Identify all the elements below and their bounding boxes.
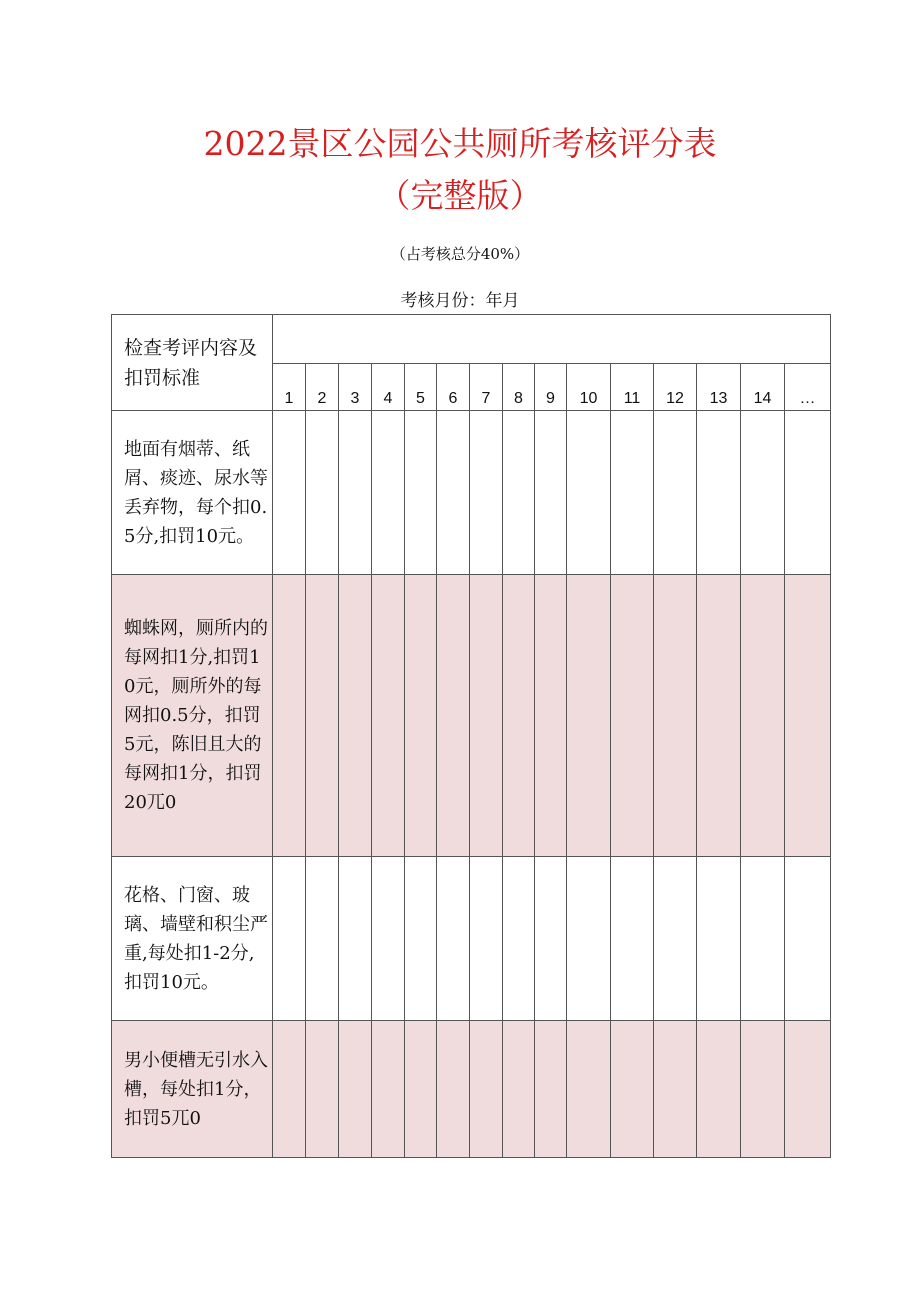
score-cell	[535, 575, 567, 857]
score-cell	[405, 1021, 437, 1158]
score-cell	[785, 1021, 831, 1158]
score-cell	[785, 411, 831, 575]
score-cell	[437, 575, 470, 857]
score-cell	[306, 1021, 339, 1158]
score-cell	[273, 411, 306, 575]
criterion-text: 蜘蛛网，厕所内的每网扣1分,扣罚10元，厕所外的每网扣0.5分，扣罚5元，陈旧且大的每网扣1分，扣罚20兀0	[112, 575, 273, 857]
criterion-row	[112, 411, 831, 575]
score-cell	[470, 575, 503, 857]
score-cell	[306, 575, 339, 857]
score-cell	[273, 1021, 306, 1158]
score-cell	[372, 411, 405, 575]
score-cell	[535, 1021, 567, 1158]
score-cell	[503, 575, 535, 857]
score-cell	[535, 857, 567, 1021]
score-cell	[697, 1021, 741, 1158]
score-ratio-note: （占考核总分40%）	[390, 245, 530, 263]
criterion-row	[112, 857, 831, 1021]
criterion-row	[112, 1021, 831, 1158]
day-number-cell: 7	[470, 364, 503, 411]
header-row-top	[112, 315, 831, 364]
score-cell	[405, 411, 437, 575]
score-cell	[470, 411, 503, 575]
score-cell	[339, 411, 372, 575]
header-blank-cell	[273, 315, 831, 364]
assessment-month-label: 考核月份：年月	[400, 291, 520, 311]
day-number-cell: …	[785, 364, 831, 411]
score-cell	[273, 857, 306, 1021]
score-cell	[654, 857, 697, 1021]
score-cell	[405, 857, 437, 1021]
score-cell	[372, 857, 405, 1021]
criteria-column-header: 检查考评内容及扣罚标准	[112, 315, 273, 411]
score-cell	[339, 575, 372, 857]
score-cell	[567, 411, 611, 575]
day-number-cell: 14	[741, 364, 785, 411]
score-cell	[306, 857, 339, 1021]
score-cell	[306, 411, 339, 575]
day-number-cell: 12	[654, 364, 697, 411]
score-cell	[339, 857, 372, 1021]
assessment-table	[111, 314, 831, 1158]
day-number-cell: 2	[306, 364, 339, 411]
score-cell	[741, 411, 785, 575]
score-cell	[372, 1021, 405, 1158]
score-cell	[437, 1021, 470, 1158]
score-cell	[470, 857, 503, 1021]
day-number-cell: 1	[273, 364, 306, 411]
score-cell	[470, 1021, 503, 1158]
score-cell	[611, 411, 654, 575]
day-number-cell: 3	[339, 364, 372, 411]
score-cell	[503, 857, 535, 1021]
criterion-text: 地面有烟蒂、纸屑、痰迹、尿水等丢弃物，每个扣0.5分,扣罚10元。	[112, 411, 273, 575]
page-subtitle: （完整版）	[377, 176, 543, 215]
score-cell	[697, 575, 741, 857]
score-cell	[567, 857, 611, 1021]
score-cell	[741, 575, 785, 857]
score-cell	[503, 1021, 535, 1158]
score-cell	[654, 411, 697, 575]
score-cell	[437, 411, 470, 575]
day-number-cell: 6	[437, 364, 470, 411]
score-cell	[372, 575, 405, 857]
score-cell	[654, 575, 697, 857]
score-cell	[273, 575, 306, 857]
score-cell	[405, 575, 437, 857]
score-cell	[567, 575, 611, 857]
score-cell	[785, 575, 831, 857]
day-number-cell: 13	[697, 364, 741, 411]
score-cell	[611, 575, 654, 857]
score-cell	[535, 411, 567, 575]
criterion-row	[112, 575, 831, 857]
score-cell	[339, 1021, 372, 1158]
score-cell	[741, 857, 785, 1021]
score-cell	[437, 857, 470, 1021]
score-cell	[697, 857, 741, 1021]
day-number-cell: 8	[503, 364, 535, 411]
score-cell	[741, 1021, 785, 1158]
score-cell	[611, 1021, 654, 1158]
score-cell	[697, 411, 741, 575]
day-number-cell: 5	[405, 364, 437, 411]
criterion-text: 花格、门窗、玻璃、墙壁和积尘严重,每处扣1-2分,扣罚10元。	[112, 857, 273, 1021]
day-number-cell: 4	[372, 364, 405, 411]
score-cell	[611, 857, 654, 1021]
day-number-cell: 11	[611, 364, 654, 411]
score-cell	[503, 411, 535, 575]
criterion-text: 男小便槽无引水入槽，每处扣1分，扣罚5兀0	[112, 1021, 273, 1158]
day-number-cell: 9	[535, 364, 567, 411]
score-cell	[654, 1021, 697, 1158]
score-cell	[567, 1021, 611, 1158]
day-number-cell: 10	[567, 364, 611, 411]
page-title: 2022景区公园公共厕所考核评分表	[203, 124, 717, 163]
score-cell	[785, 857, 831, 1021]
